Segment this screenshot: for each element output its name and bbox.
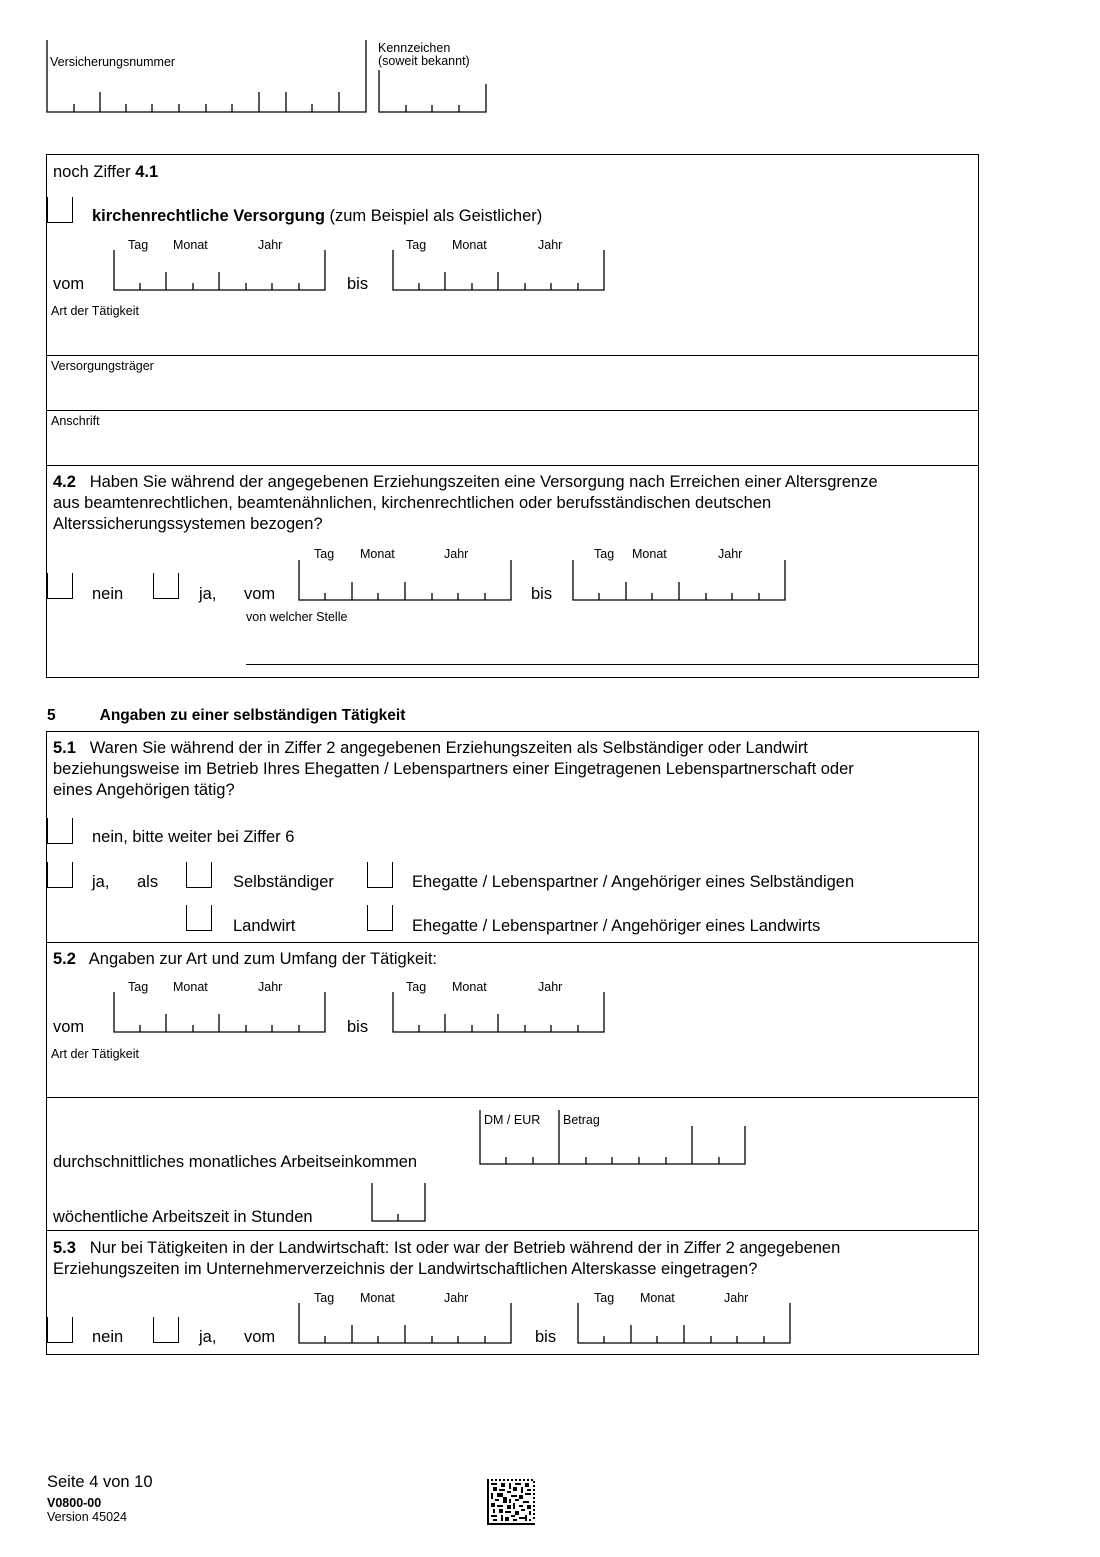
month-label: Monat	[173, 980, 208, 994]
section-5-2-heading: 5.2 Angaben zur Art und zum Umfang der Tätigkeit:	[53, 950, 437, 968]
self-employed-checkbox[interactable]	[186, 862, 212, 888]
which-office-label: von welcher Stelle	[246, 610, 348, 624]
to-label: bis	[347, 275, 369, 293]
datamatrix-code-icon	[487, 1479, 535, 1525]
income-label: durchschnittliches monatliches Arbeitseinkommen	[53, 1153, 418, 1171]
pension-no-checkbox[interactable]	[47, 573, 73, 599]
day-label: Tag	[314, 1291, 335, 1305]
year-label: Jahr	[258, 238, 283, 252]
day-label: Tag	[594, 1291, 615, 1305]
section-5-1-question: 5.1 Waren Sie während der in Ziffer 2 angegebenen Erziehungszeiten als Selbständiger oder Landwirt beziehungsweise im Betrieb Ihres Ehegatten / Lebenspartners einer Eingetragenen Lebenspartnerschaft oder eines Angehörigen tätig?	[53, 739, 854, 799]
page-number: Seite 4 von 10	[47, 1473, 153, 1491]
farmer-label: Landwirt	[233, 917, 296, 935]
activity-to-date-field[interactable]	[392, 992, 607, 1034]
provider-input[interactable]	[47, 375, 977, 407]
register-no-label: nein	[92, 1328, 124, 1346]
to-date-field[interactable]	[392, 250, 607, 292]
as-label: als	[137, 873, 159, 891]
divider	[46, 465, 979, 466]
address-input[interactable]	[47, 430, 977, 462]
divider	[46, 355, 979, 356]
from-label: vom	[53, 1018, 85, 1036]
divider	[46, 942, 979, 943]
insurance-number-field[interactable]	[46, 40, 376, 115]
section-5-heading: 5 Angaben zu einer selbständigen Tätigkeit	[47, 707, 406, 724]
register-no-checkbox[interactable]	[47, 1317, 73, 1343]
spouse-farmer-checkbox[interactable]	[367, 905, 393, 931]
year-label: Jahr	[538, 980, 563, 994]
pension-no-label: nein	[92, 585, 124, 603]
month-label: Monat	[640, 1291, 675, 1305]
self-employed-no-label: nein, bitte weiter bei Ziffer 6	[92, 828, 295, 846]
self-employed-label: Selbständiger	[233, 873, 334, 891]
section-4-1-heading: noch Ziffer 4.1	[53, 163, 159, 181]
section-5-3-question: 5.3 Nur bei Tätigkeiten in der Landwirtschaft: Ist oder war der Betrieb während der in Ziffer 2 angegebenen Erziehungszeiten im Unternehmerverzeichnis der Landwirtschaftlichen Alterskasse eingetragen?	[53, 1239, 841, 1278]
day-label: Tag	[128, 238, 149, 252]
register-yes-label: ja,	[199, 1328, 217, 1346]
to-label: bis	[535, 1328, 557, 1346]
activity-label: Art der Tätigkeit	[51, 1047, 140, 1061]
activity-input[interactable]	[47, 320, 977, 352]
from-date-field[interactable]	[113, 250, 328, 292]
spouse-self-employed-checkbox[interactable]	[367, 862, 393, 888]
activity-input[interactable]	[47, 1063, 977, 1095]
which-office-line[interactable]	[246, 664, 979, 665]
day-label: Tag	[406, 238, 427, 252]
self-employed-no-checkbox[interactable]	[47, 818, 73, 844]
divider	[46, 410, 979, 411]
identifier-label: Kennzeichen (soweit bekannt)	[378, 41, 470, 68]
hours-label: wöchentliche Arbeitszeit in Stunden	[53, 1208, 313, 1226]
month-label: Monat	[360, 1291, 395, 1305]
register-from-date-field[interactable]	[298, 1303, 514, 1345]
spouse-self-employed-label: Ehegatte / Lebenspartner / Angehöriger eines Selbständigen	[412, 873, 855, 891]
to-label: bis	[531, 585, 553, 603]
month-label: Monat	[360, 547, 395, 561]
form-id: V0800-00	[47, 1496, 102, 1510]
hours-field[interactable]	[371, 1183, 429, 1223]
church-pension-label: kirchenrechtliche Versorgung (zum Beispiel als Geistlicher)	[92, 207, 543, 225]
divider	[46, 1230, 979, 1231]
day-label: Tag	[128, 980, 149, 994]
day-label: Tag	[406, 980, 427, 994]
self-employed-yes-label: ja,	[92, 873, 110, 891]
section-4-2-question: 4.2 Haben Sie während der angegebenen Erziehungszeiten eine Versorgung nach Erreichen einer Altersgrenze aus beamtenrechtlichen, beamtenähnlichen, kirchenrechtlichen oder berufsständischen deutschen Alterssicherungssystemen bezogen?	[53, 473, 878, 533]
pension-yes-label: ja,	[199, 585, 217, 603]
divider	[46, 1097, 979, 1098]
month-label: Monat	[452, 980, 487, 994]
year-label: Jahr	[538, 238, 563, 252]
month-label: Monat	[173, 238, 208, 252]
activity-label: Art der Tätigkeit	[51, 304, 140, 318]
month-label: Monat	[632, 547, 667, 561]
day-label: Tag	[314, 547, 335, 561]
year-label: Jahr	[258, 980, 283, 994]
register-to-date-field[interactable]	[577, 1303, 793, 1345]
year-label: Jahr	[724, 1291, 749, 1305]
insurance-number-label: Versicherungsnummer	[50, 55, 176, 69]
provider-label: Versorgungsträger	[51, 359, 154, 373]
self-employed-yes-checkbox[interactable]	[47, 862, 73, 888]
income-field[interactable]	[479, 1110, 749, 1166]
farmer-checkbox[interactable]	[186, 905, 212, 931]
year-label: Jahr	[444, 547, 469, 561]
from-label: vom	[53, 275, 85, 293]
register-yes-checkbox[interactable]	[153, 1317, 179, 1343]
from-label: vom	[244, 1328, 276, 1346]
version-label: Version 45024	[47, 1510, 127, 1524]
from-label: vom	[244, 585, 276, 603]
pension-yes-checkbox[interactable]	[153, 573, 179, 599]
identifier-field[interactable]	[378, 70, 490, 115]
currency-label: DM / EUR	[484, 1113, 541, 1127]
month-label: Monat	[452, 238, 487, 252]
activity-from-date-field[interactable]	[113, 992, 328, 1034]
church-pension-checkbox[interactable]	[47, 197, 73, 223]
year-label: Jahr	[444, 1291, 469, 1305]
amount-label: Betrag	[563, 1113, 600, 1127]
year-label: Jahr	[718, 547, 743, 561]
pension-from-date-field[interactable]	[298, 560, 514, 602]
day-label: Tag	[594, 547, 615, 561]
address-label: Anschrift	[51, 414, 100, 428]
to-label: bis	[347, 1018, 369, 1036]
pension-to-date-field[interactable]	[572, 560, 788, 602]
spouse-farmer-label: Ehegatte / Lebenspartner / Angehöriger eines Landwirts	[412, 917, 821, 935]
